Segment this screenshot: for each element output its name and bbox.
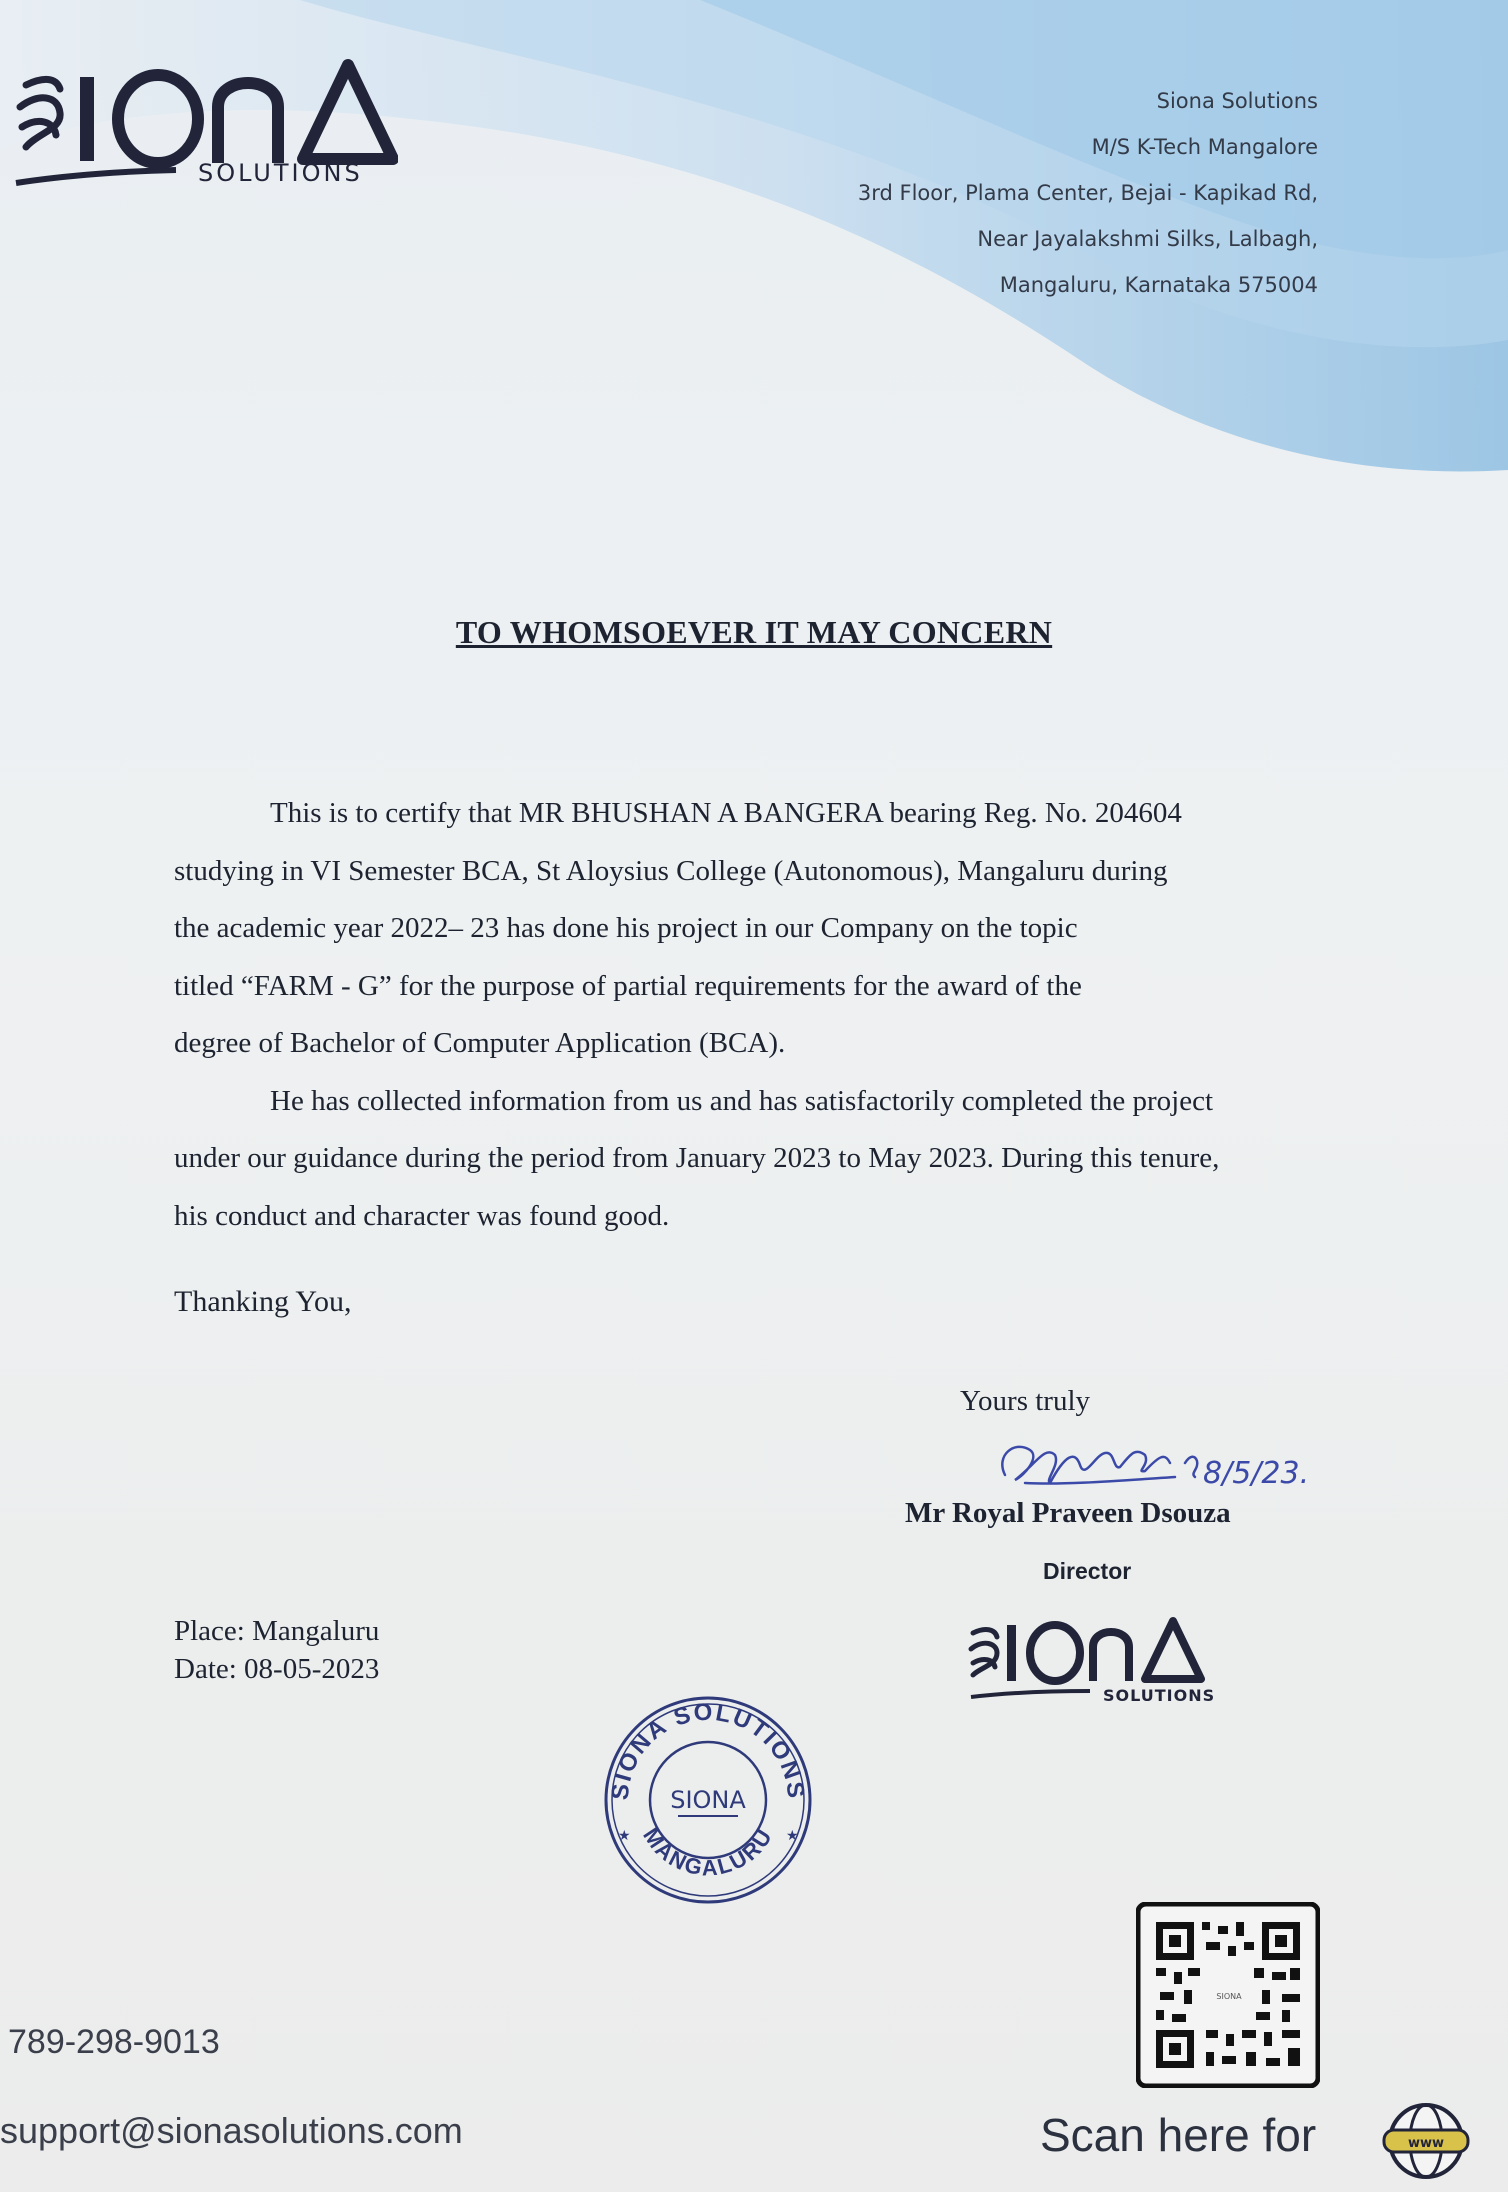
thanks-line: Thanking You,: [174, 1285, 352, 1318]
para2-line: He has collected information from us and has satisfactorily completed the project: [270, 1084, 1213, 1117]
footer-email[interactable]: support@sionasolutions.com: [0, 2110, 463, 2151]
svg-text:★: ★: [786, 1829, 799, 1844]
svg-text:SIONA: SIONA: [1216, 1992, 1242, 2001]
letter-body: [174, 785, 1324, 1245]
company-stamp: [598, 1690, 818, 1910]
para1-line: studying in VI Semester BCA, St Aloysius College (Autonomous), Mangaluru during: [174, 854, 1168, 887]
date-line: Date: 08-05-2023: [174, 1653, 380, 1685]
closing-line: Yours truly: [960, 1385, 1091, 1417]
company-address: [858, 78, 1318, 308]
address-line: Siona Solutions: [1156, 89, 1318, 113]
footer-phone[interactable]: 789-298-9013: [8, 2023, 220, 2061]
svg-text:SIONA: SIONA: [670, 1786, 746, 1814]
address-line: M/S K-Tech Mangalore: [1091, 135, 1318, 159]
letter-heading: TO WHOMSOEVER IT MAY CONCERN: [455, 614, 1053, 650]
para1-line: degree of Bachelor of Computer Application (BCA).: [174, 1027, 786, 1059]
svg-text:★: ★: [618, 1829, 631, 1844]
svg-text:8/5/23.: 8/5/23.: [1203, 1456, 1310, 1491]
svg-text:SIONA SOLUTIONS: SIONA SOLUTIONS: [606, 1698, 810, 1802]
svg-text:www: www: [1407, 2136, 1445, 2151]
globe-icon[interactable]: [1380, 2100, 1472, 2182]
place-line: Place: Mangaluru: [174, 1615, 380, 1647]
signer-name: Mr Royal Praveen Dsouza: [905, 1497, 1231, 1529]
para1-line: This is to certify that MR BHUSHAN A BANGERA bearing Reg. No. 204604: [270, 797, 1182, 829]
para1-line: the academic year 2022– 23 has done his project in our Company on the topic: [174, 912, 1078, 944]
siona-logo-small: [965, 1615, 1235, 1705]
address-line: Near Jayalakshmi Silks, Lalbagh,: [977, 227, 1318, 251]
para2-line: his conduct and character was found good.: [174, 1199, 670, 1232]
para2-line: under our guidance during the period from January 2023 to May 2023. During this tenure,: [174, 1142, 1220, 1174]
address-line: Mangaluru, Karnataka 575004: [999, 273, 1318, 297]
place-date-block: [174, 1612, 379, 1688]
scan-prompt: Scan here for: [1040, 2109, 1317, 2161]
svg-text:SOLUTIONS: SOLUTIONS: [1103, 1686, 1216, 1705]
para1-line: titled “FARM - G” for the purpose of partial requirements for the award of the: [174, 969, 1082, 1002]
siona-logo: [8, 55, 398, 195]
qr-code[interactable]: [1136, 1902, 1320, 2088]
svg-text:SOLUTIONS: SOLUTIONS: [198, 159, 363, 187]
signer-title: Director: [1043, 1558, 1132, 1584]
address-line: 3rd Floor, Plama Center, Bejai - Kapikad Rd,: [857, 181, 1318, 205]
svg-text:MANGALURU: MANGALURU: [638, 1823, 778, 1881]
